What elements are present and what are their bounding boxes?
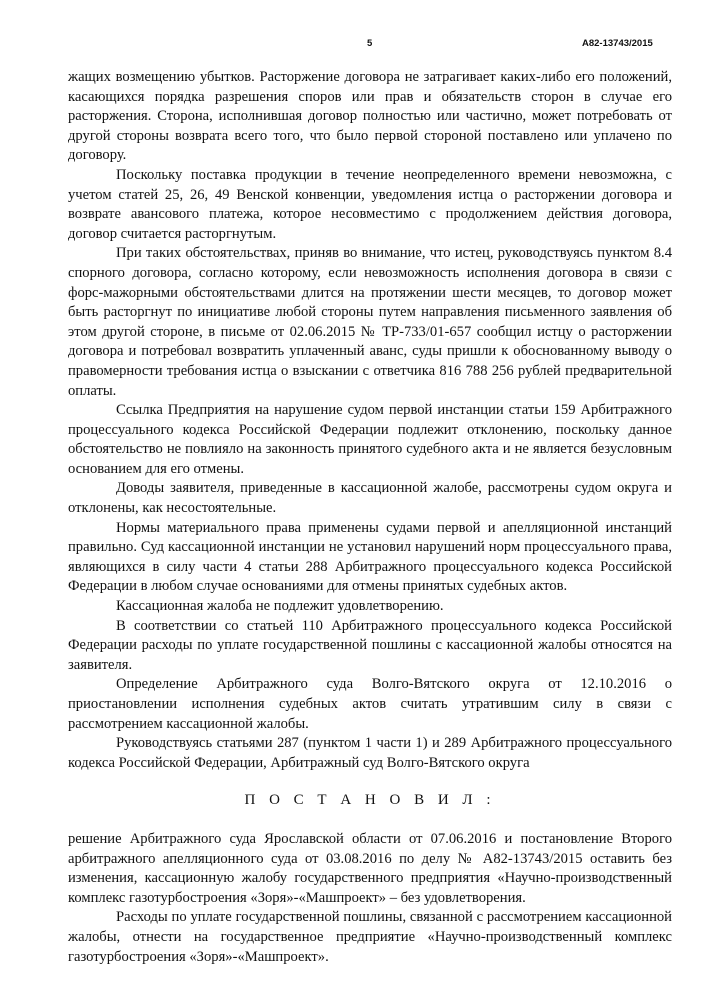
paragraph: Кассационная жалоба не подлежит удовлетворению. (116, 598, 444, 615)
resolution-paragraph: Расходы по уплате государственной пошлины, связанной с рассмотрением кассационной жалобы, отнести на государственное предприятие «Научно-производственный комплекс газотурбостроения «Зоря»-«Машпроект». (68, 909, 672, 965)
paragraph: Ссылка Предприятия на нарушение судом первой инстанции статьи 159 Арбитражного процессуального кодекса Российской Федерации подлежит отклонению, поскольку данное обстоятельство не повлияло на законность принятого судебного акта и не является безусловным основанием для его отмены. (68, 402, 672, 477)
paragraph: Руководствуясь статьями 287 (пунктом 1 части 1) и 289 Арбитражного процессуального кодекса Российской Федерации, Арбитражный суд Волго-Вятского округа (68, 735, 672, 771)
paragraph: Доводы заявителя, приведенные в кассационной жалобе, рассмотрены судом округа и отклонены, как несостоятельные. (68, 480, 672, 517)
paragraph: При таких обстоятельствах, приняв во внимание, что истец, руководствуясь пунктом 8.4 спорного договора, согласно которому, если невозможность исполнения договора в связи с форс-мажорными обстоятельствами длится на протяжении шести месяцев, то договор может быть расторгнут по инициативе любой стороны путем направления письменного заявления об этом другой стороне, в письме от 02.06.2015 № ТР-733/01-657 сообщил истцу о расторжении договора и потребовал возвратить уплаченный аванс, суды пришли к обоснованному выводу о правомерности требования истца о взыскании с ответчика 816 788 256 рублей предварительной оплаты. (68, 245, 672, 399)
page-header (0, 38, 706, 52)
paragraph: В соответствии со статьей 110 Арбитражного процессуального кодекса Российской Федерации расходы по уплате государственной пошлины с кассационной жалобы относятся на заявителя. (68, 617, 672, 673)
paragraph: Нормы материального права применены судами первой и апелляционной инстанций правильно. Суд кассационной инстанции не установил нарушений норм процессуального права, являющихся в силу части 4 статьи 288 Арбитражного процессуального кодекса Российской Федерации в любом случае основаниями для отмены принятых судебных актов. (68, 519, 672, 595)
paragraph-continuation: жащих возмещению убытков. Расторжение договора не затрагивает каких-либо его положений, касающихся порядка разрешения споров или прав и обязательств сторон в случае его расторжения. Сторона, исполнившая договор полностью или частично, может потребовать от другой стороны возврата всего того, что было первой стороной поставлено или уплачено по договору. (68, 69, 672, 164)
case-number: А82-13743/2015 (582, 38, 653, 49)
resolution-paragraph: решение Арбитражного суда Ярославской области от 07.06.2016 и постановление Второго арбитражного апелляционного суда от 03.08.2016 по делу № А82-13743/2015 оставить без изменения, кассационную жалобу государственного предприятия «Научно-производственный комплекс газотурбостроения «Зоря»-«Машпроект» – без удовлетворения. (68, 830, 672, 906)
page-number: 5 (367, 38, 373, 49)
document-body (68, 68, 672, 967)
resolution-heading: П О С Т А Н О В И Л : (244, 792, 496, 809)
paragraph: Определение Арбитражного суда Волго-Вятского округа от 12.10.2016 о приостановлении исполнения судебных актов считать утратившим силу в связи с рассмотрением кассационной жалобы. (68, 676, 672, 732)
paragraph: Поскольку поставка продукции в течение неопределенного времени невозможна, с учетом статей 25, 26, 49 Венской конвенции, уведомления истца о расторжении договора и возврате авансового платежа, которое несовместимо с продолжением действия договора, договор считается расторгнутым. (68, 166, 672, 242)
